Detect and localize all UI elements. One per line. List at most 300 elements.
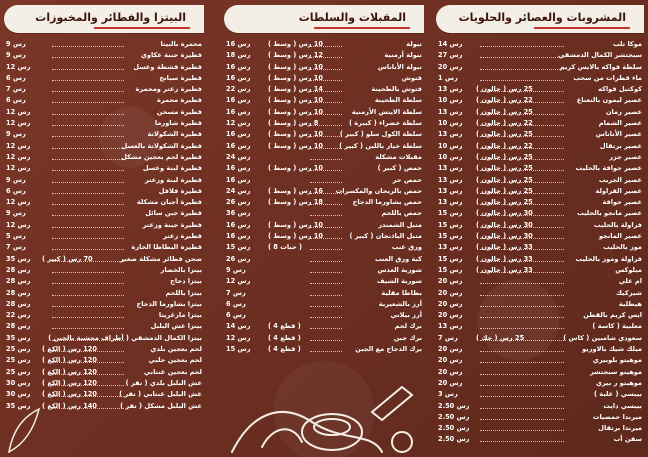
menu-item-name: حمص بالريحان والمكسرات <box>335 186 422 195</box>
menu-item-price: 2.50 رس <box>438 401 470 410</box>
dotted-leader <box>52 340 124 341</box>
menu-item-price: 13 رس <box>438 198 463 207</box>
menu-item-name: مقبلات مشكلة <box>375 152 422 161</box>
dotted-leader <box>480 69 564 70</box>
menu-item-price: 20 رس <box>438 345 463 354</box>
menu-item-price: 10 رس <box>438 119 463 128</box>
menu-item-row <box>224 50 424 61</box>
dotted-leader <box>310 272 342 273</box>
menu-item-price: 24 رس <box>226 152 251 161</box>
menu-item-price: 7 رس <box>226 288 246 297</box>
menu-item-row <box>4 265 204 276</box>
menu-item-price: 16 رس <box>226 40 251 48</box>
menu-item-name: شوربة الشيف <box>376 277 422 286</box>
dotted-leader <box>310 249 342 250</box>
menu-item-price: 12 رس <box>6 152 31 161</box>
menu-item-row <box>436 50 644 61</box>
drinks-column <box>436 0 644 457</box>
menu-item-price: 6 رس <box>6 96 26 105</box>
menu-item-name: فراولة وموز بالحليب <box>575 254 642 263</box>
menu-item-price: 6 رس <box>6 186 26 195</box>
menu-item-name: كوكتيل فواكه <box>598 85 642 94</box>
menu-item-name: فطيرة أجبان مشكلة <box>136 198 202 207</box>
menu-item-size: ( جالون ) 25 رس <box>476 85 533 94</box>
menu-item-price: 28 رس <box>6 288 31 297</box>
menu-item-name: فطيرة قشطة وعسل <box>133 62 202 71</box>
menu-item-name: عصير الفراولة <box>595 186 642 195</box>
menu-item-row <box>224 344 424 355</box>
menu-item-price: 15 رس <box>226 243 251 252</box>
menu-item-price: 13 رس <box>438 322 463 331</box>
pizza-title-underline <box>94 27 190 29</box>
menu-item-row <box>4 163 204 174</box>
menu-item-name: ميرندا برتقال <box>598 424 642 433</box>
menu-item-name: عصير جزر <box>609 152 642 161</box>
menu-item-row <box>4 50 204 61</box>
menu-item-row <box>436 107 644 118</box>
menu-item-name: حمص باللحم <box>381 209 422 218</box>
menu-item-price: 15 رس <box>438 265 463 274</box>
menu-item-row <box>4 333 204 344</box>
dotted-leader <box>52 295 124 296</box>
pizza-header <box>4 5 204 37</box>
menu-item-name: معلبية ( كاسة ) <box>592 322 642 331</box>
menu-item-name: فطيرة الشكولاتة <box>147 130 202 139</box>
menu-item-row <box>4 141 204 152</box>
dotted-leader <box>52 238 124 239</box>
menu-item-name: عصير المانجو <box>598 232 642 241</box>
menu-item-size: ( وسط ) 10 رس <box>268 62 323 71</box>
menu-item-price: 20 رس <box>438 378 463 387</box>
menu-item-name: ميرندا حمضيات <box>592 412 642 421</box>
menu-item-name: فطيرة لبنة وزعتر <box>144 175 202 184</box>
menu-item-price: 28 رس <box>6 322 31 331</box>
dotted-leader <box>480 408 564 409</box>
dotted-leader <box>480 306 564 307</box>
menu-item-name: عش البلبل بلدي ( نفر ) <box>125 378 202 387</box>
dotted-leader <box>52 272 124 273</box>
menu-item-row <box>436 197 644 208</box>
menu-item-name: فطيرة محمرة <box>157 96 202 105</box>
menu-item-row <box>224 333 424 344</box>
menu-item-row <box>224 231 424 242</box>
dotted-leader <box>480 385 564 386</box>
menu-item-row <box>224 186 424 197</box>
menu-item-row <box>224 276 424 287</box>
dotted-leader <box>52 136 124 137</box>
menu-item-price: 16 رس <box>226 62 251 71</box>
menu-item-price: 15 رس <box>438 232 463 241</box>
menu-item-row <box>224 265 424 276</box>
menu-item-size: ( 4 قطع ) <box>268 333 301 342</box>
menu-item-size: ( جالون ) 22 رس <box>476 141 533 150</box>
drinks-header <box>436 5 644 37</box>
menu-item-price: 20 رس <box>438 311 463 320</box>
menu-item-row <box>4 321 204 332</box>
menu-item-price: 16 رس <box>226 220 251 229</box>
menu-item-name: سبجتشر الكمال الدمشقي <box>558 51 642 60</box>
menu-item-row <box>436 62 644 73</box>
menu-item-name: لحم بعجين بلدي <box>150 345 202 354</box>
menu-item-name: كبة ورق العنب <box>374 254 422 263</box>
dotted-leader <box>310 283 342 284</box>
dotted-leader <box>52 317 124 318</box>
menu-item-size: ( جالون ) 22 رس <box>476 96 533 105</box>
menu-item-size: ( الكغ ) 120 رس <box>42 345 97 354</box>
menu-item-name: حمص بشاورما الدجاج <box>352 198 422 207</box>
menu-item-row <box>224 254 424 265</box>
menu-item-price: 13 رس <box>438 85 463 94</box>
menu-item-price: 13 رس <box>438 243 463 252</box>
menu-item-price: 9 رس <box>226 265 246 274</box>
menu-item-name: عصير ليمون بالنعناع <box>576 96 642 105</box>
menu-item-price: 12 رس <box>6 119 31 128</box>
menu-item-price: 15 رس <box>438 209 463 218</box>
menu-item-price: 7 رس <box>438 333 458 342</box>
menu-item-price: 6 رس <box>226 299 246 308</box>
menu-item-name: محمرة بالبيتا <box>160 40 202 48</box>
menu-item-name: متبل الشمندر <box>378 220 422 229</box>
menu-item-row <box>436 310 644 321</box>
dotted-leader <box>310 215 342 216</box>
drinks-title-underline <box>534 27 630 29</box>
menu-item-name: بيتزا الكمال الدمشقي ( أطراف محشية بالجبن ) <box>48 333 202 342</box>
menu-item-name: برك جبن <box>393 333 422 342</box>
menu-item-row <box>436 254 644 265</box>
menu-item-name: فطيرة مسخن <box>156 107 202 116</box>
menu-item-price: 15 رس <box>438 220 463 229</box>
dotted-leader <box>52 170 124 171</box>
menu-item-size: ( وسط ) 12 رس <box>268 51 323 60</box>
menu-item-size: ( الكغ ) 120 رس <box>42 356 97 365</box>
menu-item-price: 13 رس <box>438 175 463 184</box>
menu-item-price: 15 رس <box>438 254 463 263</box>
dotted-leader <box>310 261 342 262</box>
menu-item-name: بيتزا مارغريتا <box>158 311 202 320</box>
menu-item-price: 16 رس <box>226 130 251 139</box>
menu-item-name: سلطة الايتش الأرمنية <box>351 107 422 116</box>
dotted-leader <box>52 283 124 284</box>
dotted-leader <box>310 295 342 296</box>
menu-item-size: ( وسط ) 10 رس <box>268 130 323 139</box>
dotted-leader <box>310 306 342 307</box>
menu-item-name: فتوش بالطحينة <box>371 85 422 94</box>
menu-item-row <box>4 107 204 118</box>
menu-item-row <box>436 389 644 400</box>
menu-item-size: ( الكغ ) 120 رس <box>42 367 97 376</box>
dotted-leader <box>52 249 124 250</box>
dotted-leader <box>480 317 564 318</box>
menu-item-name: فطيرة شاورما <box>154 119 202 128</box>
menu-item-name: ورق عنب <box>391 243 422 252</box>
menu-item-size: ( جالون ) 30 رس <box>476 232 533 241</box>
pizza-column <box>4 0 204 457</box>
dotted-leader <box>52 227 124 228</box>
menu-item-name: سعودي شامبين ( كاس ) <box>563 333 642 342</box>
menu-item-price: 9 رس <box>6 40 26 48</box>
appetizers-title-underline <box>314 27 410 29</box>
menu-item-name: فطيرة فلافل <box>158 186 202 195</box>
menu-item-price: 15 رس <box>226 345 251 354</box>
menu-item-row <box>4 197 204 208</box>
menu-item-row <box>224 62 424 73</box>
menu-item-row <box>4 389 204 400</box>
menu-item-size: ( وسط ) 10 رس <box>268 107 323 116</box>
menu-item-row <box>436 333 644 344</box>
food-illustration <box>222 372 432 457</box>
menu-item-row <box>4 231 204 242</box>
menu-item-row <box>436 344 644 355</box>
menu-item-name: ام علي <box>618 277 642 286</box>
menu-item-row <box>224 288 424 299</box>
menu-item-name: فطيرة لبنة وعسل <box>142 164 202 173</box>
menu-item-size: ( وسط ) 8 رس <box>268 119 319 128</box>
menu-item-name: لحم بعجين عنتابي <box>143 367 202 376</box>
menu-item-name: بيتزا بشاورما الدجاج <box>136 299 202 308</box>
dotted-leader <box>52 148 124 149</box>
menu-item-price: 2.50 رس <box>438 412 470 421</box>
menu-item-name: ايس كريم بالقطن <box>583 311 642 320</box>
menu-item-row <box>224 129 424 140</box>
menu-item-price: 16 رس <box>226 175 251 184</box>
menu-item-price: 25 رس <box>6 367 31 376</box>
menu-item-name: سلطة الكول سلو ( كبير ) <box>339 130 422 139</box>
menu-item-row <box>4 310 204 321</box>
menu-item-name: عش البلبل عنتابي ( نفر ) <box>119 390 202 399</box>
menu-item-name: حمص حر <box>392 175 422 184</box>
menu-item-row <box>4 95 204 106</box>
menu-item-row <box>436 367 644 378</box>
menu-item-row <box>436 208 644 219</box>
menu-item-price: 10 رس <box>438 96 463 105</box>
dotted-leader <box>310 328 342 329</box>
menu-item-price: 12 رس <box>6 141 31 150</box>
menu-item-size: ( وسط ) 10 رس <box>268 96 323 105</box>
menu-item-price: 35 رس <box>6 254 31 263</box>
dotted-leader <box>480 351 564 352</box>
menu-item-price: 30 رس <box>6 378 31 387</box>
menu-item-name: فطيرة جبن سائل <box>145 209 202 218</box>
menu-item-row <box>4 39 204 50</box>
dotted-leader <box>52 114 124 115</box>
dotted-leader <box>480 362 564 363</box>
menu-item-name: عصير الشمام <box>598 119 642 128</box>
menu-item-row <box>436 265 644 276</box>
menu-item-size: ( وسط ) 18 رس <box>268 198 323 207</box>
menu-item-price: 12 رس <box>6 107 31 116</box>
menu-item-name: فطيرة جبنة وزعتر <box>142 220 202 229</box>
dotted-leader <box>310 159 342 160</box>
menu-item-size: ( جالون ) 25 رس <box>476 152 533 161</box>
menu-item-row <box>4 152 204 163</box>
dotted-leader <box>52 215 124 216</box>
menu-item-row <box>224 242 424 253</box>
menu-item-row <box>224 197 424 208</box>
menu-item-row <box>224 118 424 129</box>
menu-item-row <box>224 208 424 219</box>
dotted-leader <box>310 317 342 318</box>
menu-item-row <box>436 95 644 106</box>
menu-item-row <box>4 175 204 186</box>
menu-item-name: موهيتو بلوبيري <box>592 356 642 365</box>
menu-item-row <box>4 208 204 219</box>
menu-item-name: عش البلبل مشكل ( نفر ) <box>120 401 202 410</box>
menu-item-row <box>4 367 204 378</box>
menu-item-name: عصير مانجو بالحليب <box>577 209 642 218</box>
menu-item-price: 25 رس <box>6 345 31 354</box>
menu-item-row <box>4 73 204 84</box>
menu-item-row <box>4 129 204 140</box>
menu-item-row <box>436 299 644 310</box>
menu-item-name: موهيتو ر بيري <box>595 378 642 387</box>
menu-item-row <box>224 163 424 174</box>
dotted-leader <box>52 46 124 47</box>
dotted-leader <box>480 430 564 431</box>
menu-item-price: 22 رس <box>226 85 251 94</box>
menu-item-size: ( جالون ) 25 رس <box>476 164 533 173</box>
menu-item-name: ميلوكس <box>615 265 642 274</box>
menu-item-row <box>436 231 644 242</box>
menu-item-row <box>4 220 204 231</box>
dotted-leader <box>52 69 124 70</box>
menu-item-row <box>436 321 644 332</box>
menu-item-price: 7 رس <box>6 243 26 252</box>
appetizers-section-title: المقبلات والسلطات <box>298 11 406 24</box>
menu-item-row <box>4 288 204 299</box>
menu-item-name: بيبسي دايت <box>603 401 642 410</box>
menu-item-price: 20 رس <box>438 62 463 71</box>
menu-item-price: 14 رس <box>226 322 251 331</box>
menu-item-row <box>4 62 204 73</box>
menu-item-price: 16 رس <box>226 107 251 116</box>
menu-item-row <box>436 355 644 366</box>
menu-item-name: بطاطا مقلية <box>381 288 422 297</box>
menu-item-price: 12 رس <box>226 277 251 286</box>
menu-item-name: سلطة خضراء ( كبيرة ) <box>348 119 422 128</box>
menu-item-name: لحم بعجين حلبي <box>148 356 202 365</box>
menu-item-size: ( وسط ) 10 رس <box>268 232 323 241</box>
menu-item-size: ( جالون ) 25 رس <box>476 198 533 207</box>
menu-item-size: ( جالون ) 33 رس <box>476 243 533 252</box>
menu-item-row <box>4 84 204 95</box>
menu-item-name: تبولة <box>406 40 422 48</box>
menu-item-price: 28 رس <box>6 299 31 308</box>
menu-item-price: 12 رس <box>6 62 31 71</box>
menu-item-size: ( جالون ) 22 رس <box>476 119 533 128</box>
menu-item-size: ( جالون ) 25 رس <box>476 186 533 195</box>
menu-item-size: ( 4 قطع ) <box>268 322 301 331</box>
menu-item-row <box>224 39 424 50</box>
menu-item-size: ( جالون ) 30 رس <box>476 209 533 218</box>
menu-item-row <box>436 423 644 434</box>
dotted-leader <box>52 182 124 183</box>
menu-item-size: ( كبير ) 70 رس <box>42 254 93 263</box>
menu-item-price: 16 رس <box>226 73 251 82</box>
menu-item-price: 12 رس <box>226 333 251 342</box>
menu-item-size: ( الكغ ) 140 رس <box>42 401 97 410</box>
menu-item-price: 20 رس <box>438 367 463 376</box>
menu-item-name: سفن أب <box>613 435 642 444</box>
menu-item-name: بيبسي ( علبة ) <box>593 390 642 399</box>
menu-item-name: بيتزا باللحم <box>165 288 202 297</box>
menu-item-row <box>224 175 424 186</box>
menu-item-size: ( جالون ) 25 رس <box>476 130 533 139</box>
menu-item-price: 26 رس <box>226 198 251 207</box>
menu-item-price: 20 رس <box>438 356 463 365</box>
menu-item-row <box>436 163 644 174</box>
menu-item-price: 9 رس <box>6 175 26 184</box>
menu-item-row <box>4 186 204 197</box>
dotted-leader <box>52 193 124 194</box>
menu-item-price: 28 رس <box>6 277 31 286</box>
dotted-leader <box>480 283 564 284</box>
menu-item-name: سلطة خيار باللبن ( كبير ) <box>339 141 422 150</box>
menu-item-name: فطيرة زعتر ومحمرة <box>135 85 202 94</box>
menu-item-price: 12 رس <box>6 164 31 173</box>
menu-item-row <box>4 378 204 389</box>
menu-item-row <box>4 242 204 253</box>
menu-item-price: 2.50 رس <box>438 424 470 433</box>
menu-item-size: ( الكغ ) 120 رس <box>42 390 97 399</box>
menu-item-name: فتوش <box>401 73 422 82</box>
menu-item-name: ماء قطرات من سحب <box>573 73 642 82</box>
menu-item-name: فراولة بالحليب <box>593 220 642 229</box>
menu-item-name: عصير جوافة بالحليب <box>575 164 642 173</box>
appetizers-header <box>224 5 424 37</box>
menu-item-name: فطيرة البطاطا الحارة <box>131 243 202 252</box>
dotted-leader <box>52 328 124 329</box>
menu-item-name: فطيرة جبنة عكاوي <box>140 51 202 60</box>
menu-item-size: ( وسط ) 10 رس <box>268 141 323 150</box>
menu-item-price: 13 رس <box>438 186 463 195</box>
menu-item-price: 18 رس <box>226 51 251 60</box>
dotted-leader <box>52 125 124 126</box>
menu-item-price: 16 رس <box>226 141 251 150</box>
menu-item-price: 35 رس <box>6 401 31 410</box>
pizza-section-title: البيتزا والفطائر والمخبوزات <box>35 11 186 24</box>
menu-item-size: ( وسط ) 10 رس <box>268 220 323 229</box>
menu-item-price: 1 رس <box>438 73 458 82</box>
menu-item-row <box>436 73 644 84</box>
menu-item-price: 28 رس <box>6 265 31 274</box>
menu-item-name: موهيتو سبجتشر <box>589 367 642 376</box>
menu-item-price: 9 رس <box>6 130 26 139</box>
menu-item-row <box>4 254 204 265</box>
menu-item-name: تبولة أرمنية <box>384 51 422 60</box>
menu-item-name: أرز بالشعيرية <box>378 299 422 308</box>
menu-item-row <box>436 220 644 231</box>
menu-item-row <box>224 84 424 95</box>
menu-item-price: 12 رس <box>226 119 251 128</box>
menu-item-price: 20 رس <box>438 299 463 308</box>
menu-item-price: 14 رس <box>438 40 463 48</box>
dotted-leader <box>52 80 124 81</box>
dotted-leader <box>480 46 564 47</box>
menu-item-name: عصير الأناناس <box>595 130 642 139</box>
menu-item-name: فطيرة لحم بعجين مشكل <box>121 152 202 161</box>
menu-item-name: عصير برتقال <box>599 141 642 150</box>
menu-item-price: 13 رس <box>438 107 463 116</box>
menu-item-price: 24 رس <box>226 186 251 195</box>
menu-item-name: هيطلية <box>618 299 642 308</box>
menu-item-row <box>436 39 644 50</box>
menu-item-row <box>4 355 204 366</box>
menu-item-row <box>224 95 424 106</box>
dotted-leader <box>480 374 564 375</box>
menu-item-row <box>224 299 424 310</box>
menu-item-row <box>436 118 644 129</box>
menu-item-price: 12 رس <box>6 198 31 207</box>
